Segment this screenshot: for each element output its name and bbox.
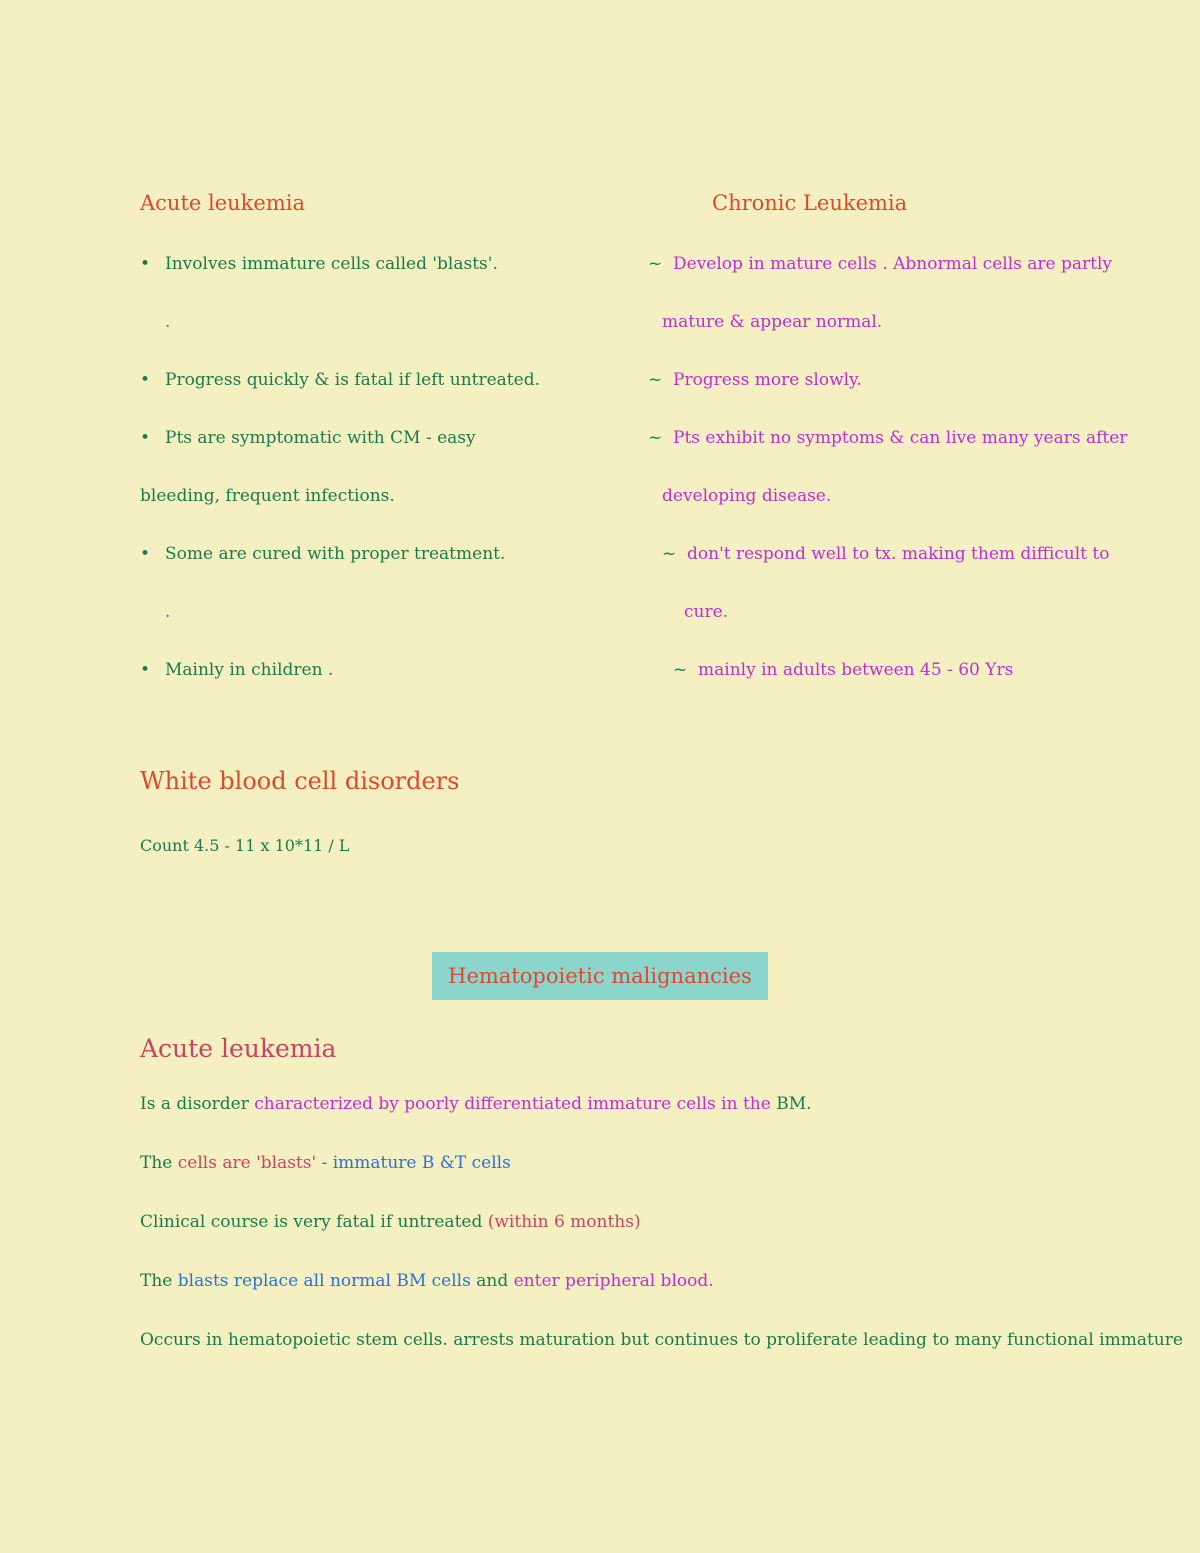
text-segment: enter peripheral blood. — [513, 1271, 714, 1291]
text-segment: mature & appear normal. — [662, 312, 883, 332]
text-segment: Mainly in children . — [165, 660, 334, 680]
text-segment: Is a disorder — [140, 1094, 255, 1114]
bullet-marker: ~ — [673, 660, 688, 680]
acute-leukemia-bullet-list — [140, 252, 645, 716]
text-segment: . — [165, 312, 171, 332]
list-item — [140, 542, 645, 600]
list-item — [140, 1151, 1160, 1210]
text-segment: blasts replace all normal BM cells — [177, 1271, 477, 1291]
bullet-marker: ~ — [662, 544, 677, 564]
bullet-marker: • — [140, 660, 151, 680]
text-segment: don't respond well to tx. making them difficult to — [687, 544, 1110, 564]
list-item — [648, 658, 1188, 716]
list-item — [140, 368, 645, 426]
bullet-marker: • — [140, 370, 151, 390]
bullet-marker: ~ — [648, 370, 663, 390]
bullet-marker: • — [140, 428, 151, 448]
wbc-disorders-heading: White blood cell disorders — [140, 767, 460, 795]
bullet-marker: ~ — [648, 254, 663, 274]
text-segment: Clinical course is very fatal if untreated — [140, 1212, 488, 1232]
acute-leukemia-column — [140, 190, 645, 716]
highlighted-section-title: Hematopoietic malignancies — [432, 952, 768, 1000]
text-segment: developing disease. — [662, 486, 832, 506]
text-segment: Some are cured with proper treatment. — [165, 544, 506, 564]
list-item — [140, 600, 645, 658]
list-item — [648, 600, 1188, 658]
text-segment: Occurs in hematopoietic stem cells. arrests maturation but continues to proliferate leading to many functional immature — [140, 1330, 1183, 1350]
text-segment: cure. — [684, 602, 729, 622]
list-item — [140, 310, 645, 368]
bullet-marker: • — [140, 254, 151, 274]
list-item — [140, 252, 645, 310]
text-segment: The — [140, 1153, 178, 1173]
list-item — [140, 484, 645, 542]
text-segment: Pts are symptomatic with CM - easy — [165, 428, 476, 448]
text-segment: The — [140, 1271, 178, 1291]
text-segment: characterized by poorly differentiated immature cells in the — [254, 1094, 777, 1114]
text-segment: Progress quickly & is fatal if left untreated. — [165, 370, 540, 390]
list-item — [140, 1210, 1160, 1269]
chronic-leukemia-column-heading: Chronic Leukemia — [712, 191, 908, 215]
list-item — [648, 252, 1188, 310]
list-item — [140, 1269, 1160, 1328]
section-title-row — [0, 952, 1200, 1000]
acute-leukemia-section-heading: Acute leukemia — [140, 1034, 337, 1063]
wbc-count-line: Count 4.5 - 11 x 10*11 / L — [140, 836, 350, 855]
list-item — [140, 1328, 1183, 1387]
text-segment: (within 6 months) — [487, 1212, 641, 1232]
acute-leukemia-column-heading: Acute leukemia — [140, 191, 305, 215]
wbc-disorders-section — [140, 766, 459, 855]
text-segment: Pts exhibit no symptoms & can live many years after — [673, 428, 1128, 448]
text-segment: - immature B &T cells — [321, 1153, 511, 1173]
text-segment: and — [476, 1271, 514, 1291]
text-segment: Progress more slowly. — [673, 370, 862, 390]
text-segment: cells are 'blasts' — [177, 1153, 322, 1173]
list-item — [648, 368, 1188, 426]
text-segment: . — [165, 602, 171, 622]
text-segment: bleeding, frequent infections. — [140, 486, 395, 506]
text-segment: Develop in mature cells . Abnormal cells are partly — [673, 254, 1113, 274]
list-item — [140, 426, 645, 484]
list-item — [648, 310, 1188, 368]
text-segment: BM. — [776, 1094, 812, 1114]
list-item — [140, 658, 645, 716]
list-item — [140, 1092, 1160, 1151]
chronic-leukemia-bullet-list — [648, 252, 1188, 716]
text-segment: Involves immature cells called 'blasts'. — [165, 254, 498, 274]
list-item — [648, 484, 1188, 542]
bullet-marker: ~ — [648, 428, 663, 448]
text-segment: mainly in adults between 45 - 60 Yrs — [698, 660, 1014, 680]
list-item — [648, 542, 1188, 600]
bullet-marker: • — [140, 544, 151, 564]
acute-leukemia-paragraph — [140, 1092, 1183, 1387]
list-item — [648, 426, 1188, 484]
chronic-leukemia-column — [648, 190, 1188, 716]
